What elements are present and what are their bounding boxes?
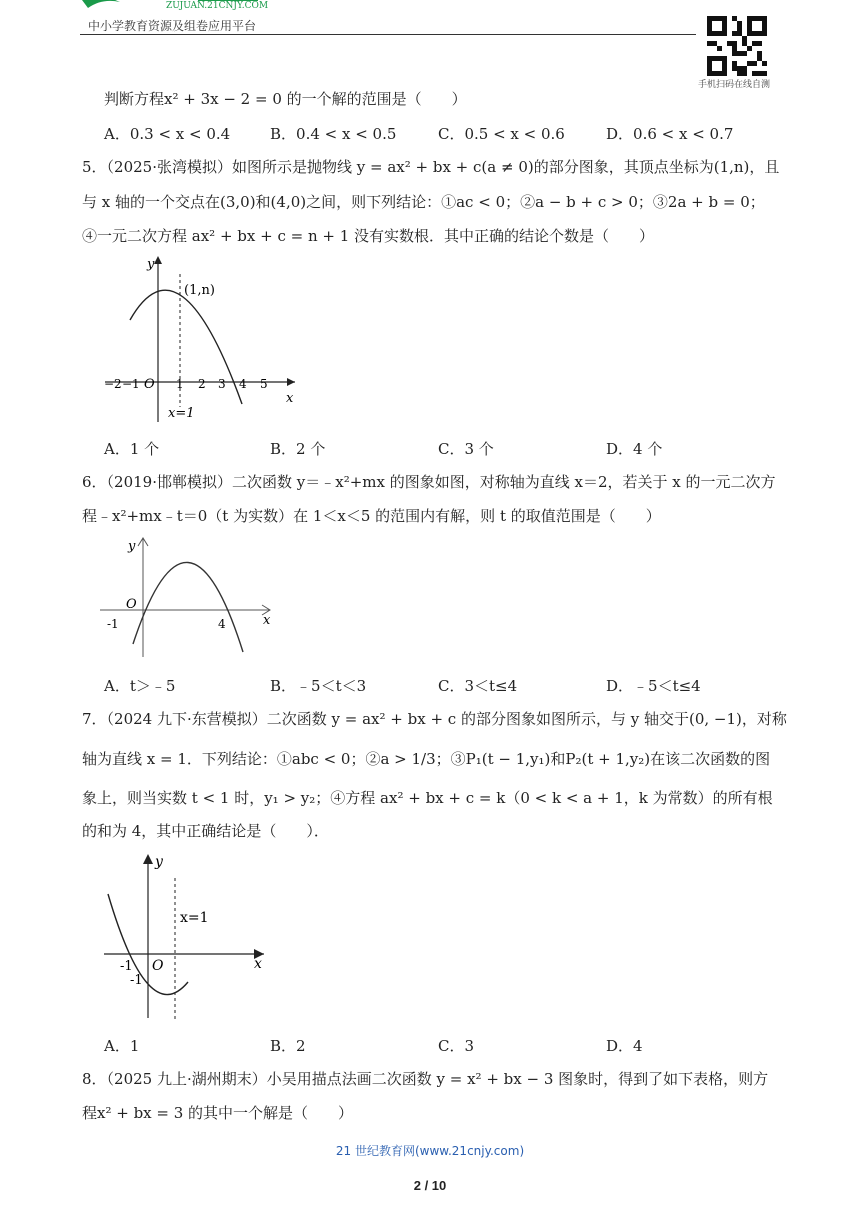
q6-x-label: x [263, 613, 271, 628]
q7-y-arrow [143, 854, 153, 864]
q6-option-d: D．﹣5＜t≤4 [606, 677, 701, 695]
q7-origin-label: O [152, 958, 164, 974]
q5-line-3: ④一元二次方程 ax² + bx + c = n + 1 没有实数根．其中正确的结论个数是（ ） [82, 227, 655, 245]
q5-tick-label: −1 [122, 377, 140, 391]
q6-graph [98, 532, 278, 662]
q7-graph [96, 850, 276, 1025]
footer-site-link[interactable]: 21 世纪教育网(www.21cnjy.com) [335, 1144, 525, 1158]
header-divider [80, 34, 696, 35]
q7-line-1: 7．（2024 九下·东营模拟）二次函数 y = ax² + bx + c 的部分图象如图所示，与 y 轴交于(0, −1)，对称 [82, 710, 787, 728]
q7-y-intercept-label: -1 [130, 973, 143, 988]
q5-option-b: B．2 个 [270, 440, 326, 458]
q6-line-1: 6．（2019·邯郸模拟）二次函数 y＝﹣x²+mx 的图象如图，对称轴为直线 x＝2，若关于 x 的一元二次方 [82, 473, 776, 491]
q6-tick-label: -1 [107, 617, 119, 631]
header-logo [80, 0, 280, 16]
q7-option-d: D．4 [606, 1037, 643, 1055]
q4-option-c: C．0.5 < x < 0.6 [438, 125, 565, 143]
q7-x-label: x [254, 956, 262, 972]
q4-stem: 判断方程x² + 3x − 2 = 0 的一个解的范围是（ ） [104, 90, 467, 108]
q6-parabola [133, 562, 243, 652]
q5-option-a: A．1 个 [104, 440, 160, 458]
q7-line-3: 象上，则当实数 t < 1 时，y₁ > y₂；④方程 ax² + bx + c = k（0 < k < a + 1，k 为常数）的所有根 [82, 789, 773, 807]
q5-option-d: D．4 个 [606, 440, 663, 458]
q5-origin-label: O [144, 377, 155, 392]
q7-option-b: B．2 [270, 1037, 306, 1055]
q6-option-c: C．3＜t≤4 [438, 677, 518, 695]
qr-code [707, 16, 767, 76]
q5-y-arrow [154, 256, 162, 264]
qr-caption: 手机扫码在线自测 [698, 80, 771, 90]
q5-line-2: 与 x 轴的一个交点在(3,0)和(4,0)之间，则下列结论：①ac < 0；②a − b + c > 0；③2a + b = 0； [82, 193, 765, 211]
q4-option-a: A．0.3 < x < 0.4 [104, 125, 231, 143]
q6-y-label: y [128, 539, 136, 554]
q6-tick-label: 4 [218, 617, 226, 631]
q5-axis-label: x=1 [168, 406, 195, 421]
q7-line-4: 的和为 4，其中正确结论是（ ）． [82, 822, 329, 840]
q5-vertex-label: (1,n) [184, 283, 215, 298]
q5-option-c: C．3 个 [438, 440, 494, 458]
q7-axis-label: x=1 [180, 910, 209, 926]
header-subtitle: 中小学教育资源及组卷应用平台 [88, 19, 257, 33]
q7-y-label: y [155, 854, 163, 870]
q5-y-label: y [147, 257, 155, 272]
q5-graph [100, 252, 300, 427]
q5-x-label: x [286, 391, 294, 406]
q5-x-arrow [287, 378, 295, 386]
q7-line-2: 轴为直线 x = 1．下列结论：①abc < 0；②a > 1/3；③P₁(t − 1,y₁)和P₂(t + 1,y₂)在该二次函数的图 [82, 750, 771, 768]
q6-origin-label: O [126, 597, 137, 612]
svg-text:ZUJUAN.21CNJY.COM: ZUJUAN.21CNJY.COM [166, 1, 269, 11]
q4-option-b: B．0.4 < x < 0.5 [270, 125, 397, 143]
q5-tick-label: 2 [198, 377, 206, 391]
q7-option-a: A．1 [104, 1037, 140, 1055]
q5-tick-label: 5 [260, 377, 268, 391]
q5-tick-label: 3 [218, 377, 226, 391]
q6-option-b: B．﹣5＜t＜3 [270, 677, 367, 695]
q6-option-a: A．t＞﹣5 [104, 677, 176, 695]
q5-tick-label: 4 [239, 377, 247, 391]
page-number: 2 / 10 [413, 1178, 447, 1193]
q5-tick-label: −2 [104, 377, 122, 391]
q5-line-1: 5．（2025·张湾模拟）如图所示是抛物线 y = ax² + bx + c(a ≠ 0)的部分图象，其顶点坐标为(1,n)，且 [82, 158, 780, 176]
q8-line-2: 程x² + bx = 3 的其中一个解是（ ） [82, 1104, 354, 1122]
q6-line-2: 程﹣x²+mx﹣t＝0（t 为实数）在 1＜x＜5 的范围内有解，则 t 的取值范围是（ ） [82, 507, 661, 525]
q5-tick-label: 1 [176, 377, 184, 391]
q7-option-c: C．3 [438, 1037, 475, 1055]
q4-option-d: D．0.6 < x < 0.7 [606, 125, 734, 143]
q8-line-1: 8．（2025 九上·湖州期末）小吴用描点法画二次函数 y = x² + bx − 3 图象时，得到了如下表格，则方 [82, 1070, 769, 1088]
q7-x-intercept-label: -1 [120, 959, 133, 974]
